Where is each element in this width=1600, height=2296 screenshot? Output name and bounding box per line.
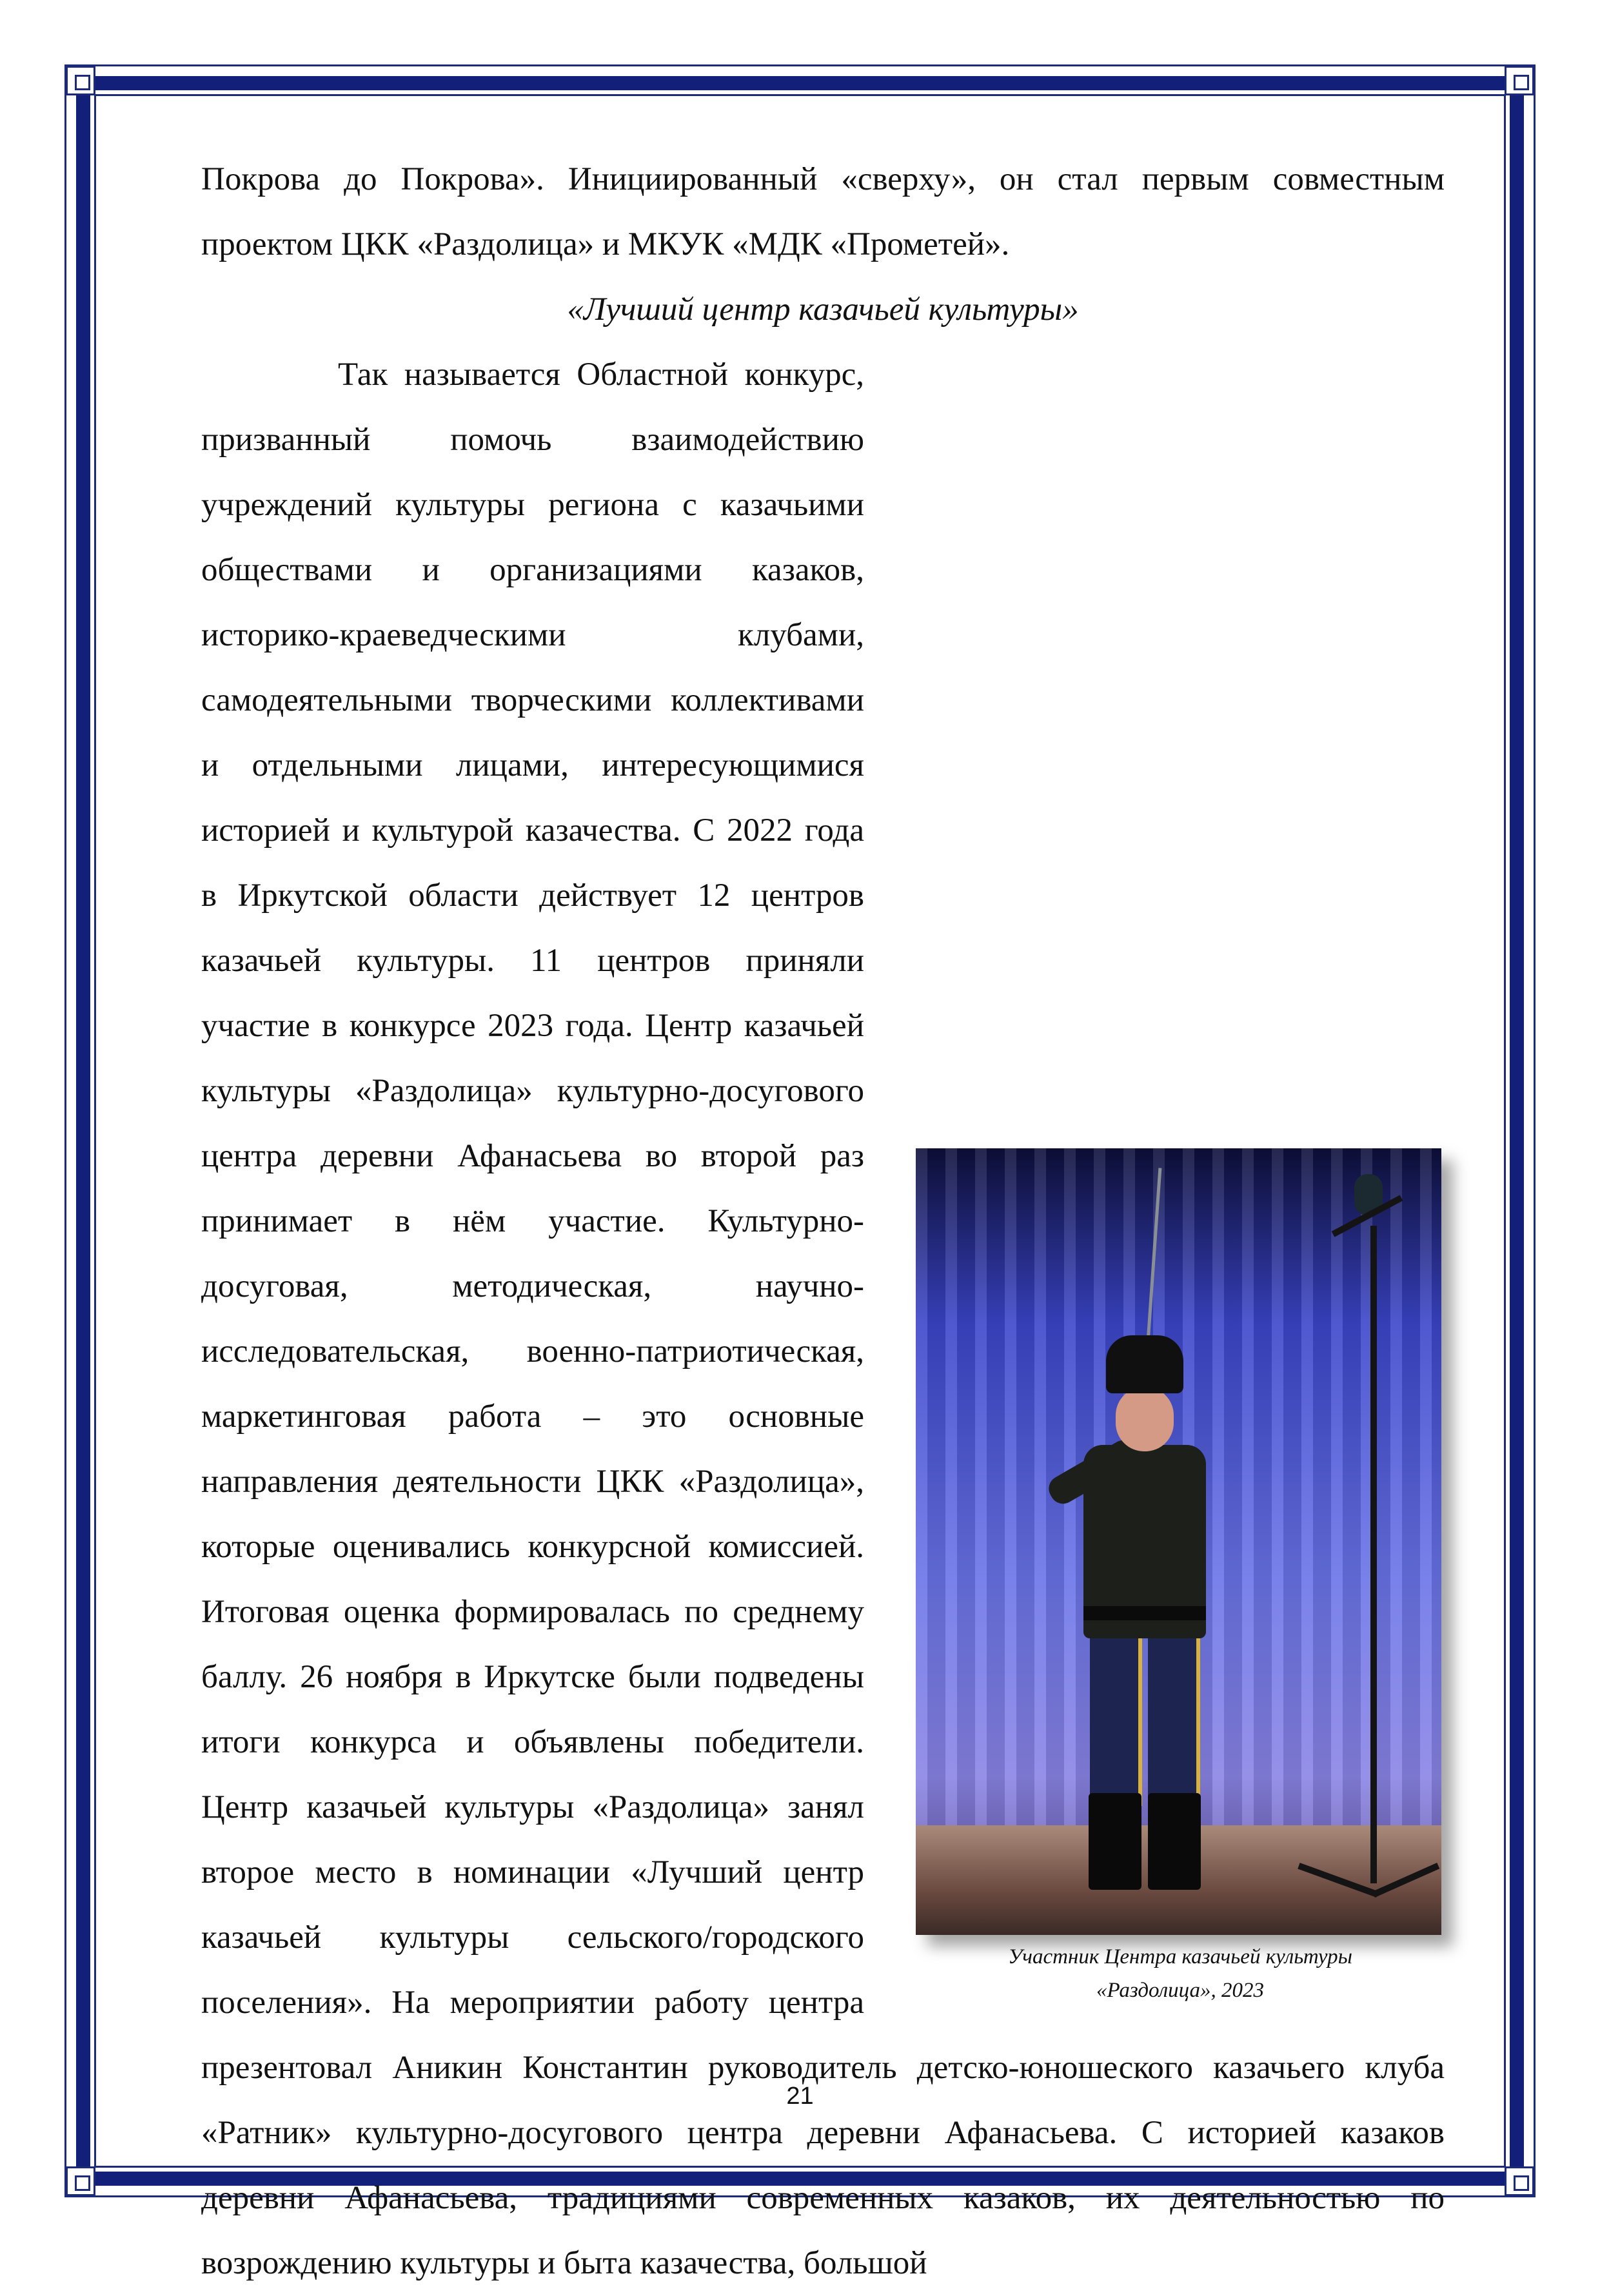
microphone-stand [1370, 1226, 1377, 1883]
frame-corner-ornament [1505, 66, 1534, 95]
paragraph-intro: Покрова до Покрова». Инициированный «сверху», он стал первым совместным проектом ЦКК «Раздолица» и МКУК «МДК «Прометей». [201, 161, 1445, 262]
papakha-hat [1106, 1335, 1183, 1393]
photo-caption [916, 1940, 1445, 2007]
caption-line-2: «Раздолица», 2023 [1096, 1979, 1264, 2002]
caption-line-1: Участник Центра казачьей культуры [1008, 1945, 1352, 1968]
frame-corner-ornament [66, 66, 95, 95]
photo-figure [916, 1148, 1445, 2007]
page-number: 21 [786, 2083, 814, 2110]
page-content [201, 147, 1445, 2296]
cossack-performer-photo [916, 1148, 1441, 1935]
frame-corner-ornament [1505, 2166, 1534, 2196]
performer-figure [1045, 1335, 1238, 1883]
section-heading: «Лучший центр казачьей культуры» [567, 291, 1079, 328]
text-with-figure [201, 342, 1445, 2296]
frame-corner-ornament [66, 2166, 95, 2196]
paragraph-contest: Так называется Областной конкурс, призванный помочь взаимодействию учреждений культуры региона с казачьими обществами и организациями казаков, историко-краеведческими клубами, самодеятельными творческими коллективами и отдельными лицами, интересующимися историей и культурой казачества. С 2022 года в Иркутской области действует 12 центров казачьей культуры. 11 центров приняли участие в конкурсе 2023 года. Центр казачьей культуры «Раздолица» культурно-досугового центра деревни Афанасьева во второй раз принимает в нём участие. Культурно-досуговая, методическая, научно-исследовательская, военно-патриотическая, маркетинговая работа – это основные направления деятельности ЦКК «Раздолица», которые оценивались конкурсной комиссией. Итоговая оценка формировалась по среднему баллу. 26 ноября в Иркутске были подведены итоги конкурса и объявлены победители. Центр казачьей культуры «Раздолица» занял второе место в номинации «Лучший центр казачьей культуры сельского/городского поселения». На мероприятии работу центра презентовал Аникин Константин руководитель детско-юношеского казачьего клуба «Ратник» культурно-досугового центра деревни Афанасьева. С историей казаков деревни Афанасьева, традициями современных казаков, их деятельностью по возрождению культуры и быта казачества, большой [201, 357, 1445, 2281]
